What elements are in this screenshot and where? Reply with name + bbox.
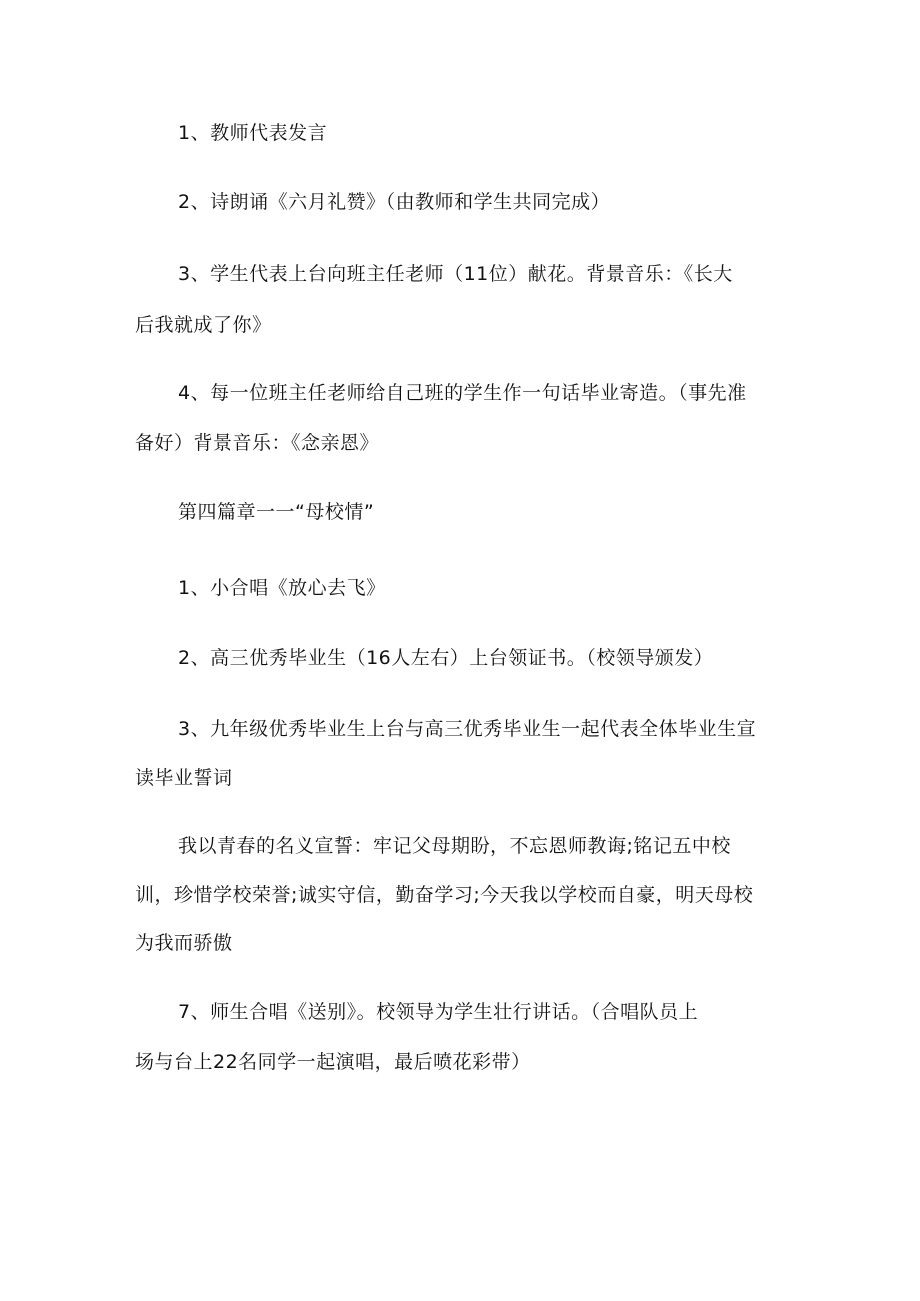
program-item-farewell-message-line-1: 4、每一位班主任老师给自己班的学生作一句话毕业寄造。（事先准 (178, 382, 747, 404)
chapter-item-chorus: 1、小合唱《放心去飞》 (178, 577, 386, 599)
chapter-item-farewell-song-line-1: 7、师生合唱《送别》。校领导为学生壮行讲话。（合唱队员上 (178, 1001, 699, 1023)
chapter-item-oath-line-1: 3、九年级优秀毕业生上台与高三优秀毕业生一起代表全体毕业生宣 (178, 718, 757, 740)
program-item-flowers-line-1: 3、学生代表上台向班主任老师（11位）献花。背景音乐：《长大 (178, 263, 733, 285)
chapter-item-farewell-song-line-2: 场与台上22名同学一起演唱，最后喷花彩带） (135, 1051, 531, 1073)
program-item-teacher-speech: 1、教师代表发言 (178, 122, 328, 144)
program-item-poem-recital: 2、诗朗诵《六月礼赞》（由教师和学生共同完成） (178, 191, 611, 213)
oath-text-line-1: 我以青春的名义宣誓：牢记父母期盼，不忘恩师教诲;铭记五中校 (178, 835, 731, 857)
chapter-item-certificates: 2、高三优秀毕业生（16人左右）上台领证书。（校领导颁发） (178, 647, 714, 669)
program-item-farewell-message-line-2: 备好）背景音乐：《念亲恩》 (135, 432, 380, 454)
oath-text-line-3: 为我而骄傲 (135, 932, 233, 954)
chapter-heading: 第四篇章一一“母校情” (178, 501, 375, 523)
chapter-item-oath-line-2: 读毕业誓词 (135, 767, 233, 789)
program-item-flowers-line-2: 后我就成了你》 (135, 314, 272, 336)
oath-text-line-2: 训，珍惜学校荣誉;诚实守信，勤奋学习;今天我以学校而自豪，明天母校 (135, 884, 754, 906)
